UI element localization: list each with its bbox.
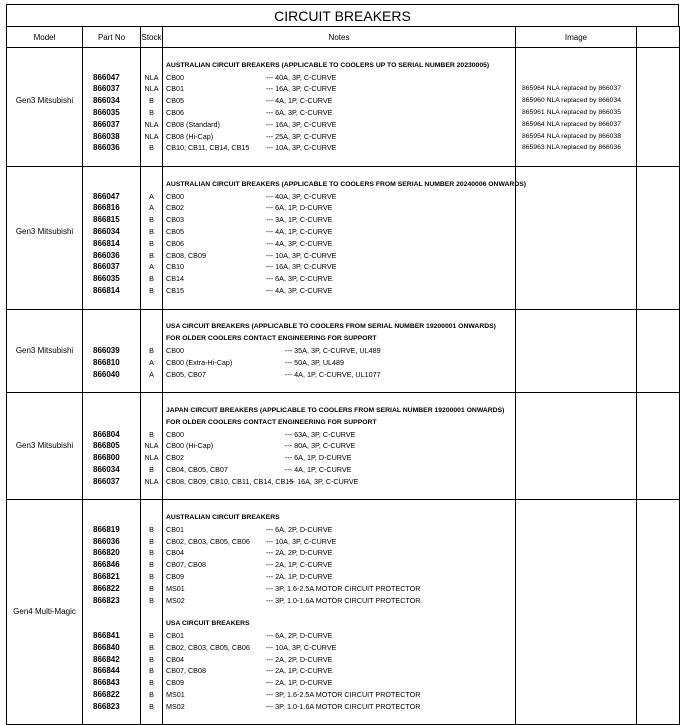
section-heading: AUSTRALIAN CIRCUIT BREAKERS: [166, 514, 280, 522]
stock-code: B: [149, 536, 154, 546]
part-number: 866036: [93, 250, 120, 260]
breaker-id: CB02: [166, 453, 184, 463]
stock-code: B: [149, 678, 154, 688]
breaker-id: CB05: [166, 226, 184, 236]
table-row: [7, 393, 680, 500]
breaker-note: [163, 476, 515, 488]
breaker-spec: --- 40A, 3P, C-CURVE: [266, 191, 337, 201]
part-number: 866819: [93, 524, 120, 534]
breaker-spec: --- 6A, 2P, D-CURVE: [266, 631, 333, 641]
stock-code: A: [149, 191, 154, 201]
part-number: 866034: [93, 226, 120, 236]
breaker-note: [163, 72, 515, 84]
image-note: [516, 642, 636, 654]
notes-cell: [163, 48, 516, 167]
section-heading: JAPAN CIRCUIT BREAKERS (APPLICABLE TO COOLERS FROM SERIAL NUMBER 19200001 ONWARDS): [166, 406, 505, 414]
stock-code: NLA: [144, 476, 159, 486]
model-name: Gen3 Mitsubishi: [15, 96, 74, 106]
breaker-spec: --- 16A, 3P, C-CURVE: [266, 119, 337, 129]
breaker-id: MS02: [166, 595, 185, 605]
breaker-note: [163, 214, 515, 226]
model-name: Gen3 Mitsubishi: [15, 226, 74, 236]
part-no-cell: [83, 48, 141, 167]
stock-code: B: [149, 654, 154, 664]
stock-cell: [141, 309, 163, 393]
header-image: Image: [516, 27, 637, 48]
breaker-id: CB14: [166, 274, 184, 284]
breaker-note: [163, 83, 515, 95]
breaker-spec: --- 6A, 1P, D-CURVE: [266, 203, 333, 213]
stock-code: B: [149, 666, 154, 676]
breaker-note: [163, 524, 515, 536]
part-number: 866040: [93, 369, 120, 379]
part-number: 866039: [93, 345, 120, 355]
breaker-id: CB00: [166, 429, 184, 439]
breaker-note: [163, 131, 515, 143]
breaker-note: [163, 452, 515, 464]
model-cell: [7, 500, 83, 725]
stock-code: B: [149, 215, 154, 225]
header-notes: Notes: [163, 27, 516, 48]
header-model: Model: [7, 27, 83, 48]
part-number: 866037: [93, 476, 120, 486]
stock-code: B: [149, 274, 154, 284]
breaker-spec: --- 2A, 2P, D-CURVE: [266, 654, 333, 664]
breaker-spec: --- 2A, 1P, D-CURVE: [266, 678, 333, 688]
stock-code: B: [149, 548, 154, 558]
breaker-id: CB02, CB03, CB05, CB06: [166, 536, 250, 546]
image-note: [516, 630, 636, 642]
breaker-id: CB08, CB09: [166, 250, 206, 260]
breaker-note: [163, 345, 515, 357]
model-cell: [7, 393, 83, 500]
stock-code: B: [149, 595, 154, 605]
breaker-id: CB00 (Extra-Hi-Cap): [166, 357, 233, 367]
breaker-spec: --- 6A, 3P, C-CURVE: [266, 274, 333, 284]
part-number: 866843: [93, 678, 120, 688]
stock-code: B: [149, 285, 154, 295]
stock-code: B: [149, 107, 154, 117]
part-number: 866047: [93, 191, 120, 201]
breaker-spec: --- 10A, 3P, C-CURVE: [266, 536, 337, 546]
image-note: 865960 NLA replaced by 866034: [522, 97, 622, 105]
image-note: [516, 476, 636, 488]
breaker-spec: --- 2A, 1P, C-CURVE: [266, 560, 333, 570]
breaker-note: [163, 583, 515, 595]
breaker-note: [163, 261, 515, 273]
image-note: 865963 NLA replaced by 866036: [522, 144, 622, 152]
image-cell: [516, 393, 637, 500]
stock-code: NLA: [144, 131, 159, 141]
section-heading: AUSTRALIAN CIRCUIT BREAKERS (APPLICABLE TO COOLERS UP TO SERIAL NUMBER 20230005): [166, 61, 490, 69]
image-note: [516, 536, 636, 548]
part-number: 866036: [93, 536, 120, 546]
breaker-note: [163, 642, 515, 654]
table-row: [7, 500, 680, 725]
breaker-spec: --- 40A, 3P, C-CURVE: [266, 72, 337, 82]
stock-code: B: [149, 429, 154, 439]
breaker-note: [163, 665, 515, 677]
stock-code: B: [149, 560, 154, 570]
part-number: 866035: [93, 107, 120, 117]
breaker-note: [163, 95, 515, 107]
breaker-note: [163, 273, 515, 285]
image-note: [516, 429, 636, 441]
part-number: 866816: [93, 203, 120, 213]
breaker-id: CB03: [166, 215, 184, 225]
breaker-id: CB05, CB07: [166, 369, 206, 379]
part-number: 866821: [93, 572, 120, 582]
breaker-spec: --- 10A, 3P, C-CURVE: [266, 143, 337, 153]
breaker-id: CB08, CB09, CB10, CB11, CB14, CB15: [166, 476, 294, 486]
section-heading: USA CIRCUIT BREAKERS (APPLICABLE TO COOLERS FROM SERIAL NUMBER 19200001 ONWARDS): [166, 323, 496, 331]
breaker-id: CB09: [166, 678, 184, 688]
model-name: Gen4 Multi-Magic: [13, 607, 76, 617]
breaker-id: CB00 (Hi-Cap): [166, 441, 214, 451]
breaker-id: CB01: [166, 84, 184, 94]
stock-code: B: [149, 583, 154, 593]
image-note: 865961 NLA replaced by 866035: [522, 108, 622, 116]
stock-code: NLA: [144, 119, 159, 129]
part-number: 866800: [93, 453, 120, 463]
breaker-note: [163, 536, 515, 548]
stock-code: B: [149, 524, 154, 534]
image-note: [516, 202, 636, 214]
stock-code: B: [149, 238, 154, 248]
image-cell: [516, 309, 637, 393]
part-no-cell: [83, 309, 141, 393]
breaker-note: [163, 440, 515, 452]
breaker-note: [163, 191, 515, 203]
stock-cell: [141, 166, 163, 309]
breaker-note: [163, 119, 515, 131]
blank-cell: [637, 500, 680, 725]
part-number: 866037: [93, 262, 120, 272]
breaker-id: CB06: [166, 238, 184, 248]
breaker-note: [163, 429, 515, 441]
breaker-id: CB10: [166, 262, 184, 272]
part-number: 866034: [93, 96, 120, 106]
breaker-note: [163, 571, 515, 583]
stock-code: A: [149, 203, 154, 213]
notes-cell: [163, 393, 516, 500]
model-cell: [7, 48, 83, 167]
breaker-spec: --- 2A, 1P, D-CURVE: [266, 572, 333, 582]
image-note: [516, 654, 636, 666]
breaker-id: CB02: [166, 203, 184, 213]
stock-code: B: [149, 701, 154, 711]
blank-cell: [637, 166, 680, 309]
table-row: [7, 48, 680, 167]
image-note: [516, 440, 636, 452]
breaker-note: [163, 142, 515, 154]
image-note: [516, 191, 636, 203]
breaker-spec: --- 3P, 1.0-1.6A MOTOR CIRCUIT PROTECTOR: [266, 701, 421, 711]
breaker-note: [163, 701, 515, 713]
model-cell: [7, 166, 83, 309]
image-note: [516, 357, 636, 369]
breaker-note: [163, 250, 515, 262]
breaker-spec: --- 4A, 1P, C-CURVE: [266, 226, 333, 236]
part-number: 866846: [93, 560, 120, 570]
breaker-id: MS01: [166, 583, 185, 593]
blank-cell: [637, 393, 680, 500]
header-stock: Stock: [141, 27, 163, 48]
stock-code: NLA: [144, 441, 159, 451]
image-note: [516, 452, 636, 464]
stock-code: NLA: [144, 72, 159, 82]
model-name: Gen3 Mitsubishi: [15, 441, 74, 451]
stock-code: B: [149, 572, 154, 582]
notes-cell: [163, 166, 527, 309]
breaker-id: CB01: [166, 631, 184, 641]
page-title: CIRCUIT BREAKERS: [6, 4, 679, 27]
image-note: [516, 285, 636, 297]
part-number: 866037: [93, 84, 120, 94]
header-row: [7, 27, 680, 48]
part-number: 866035: [93, 274, 120, 284]
part-no-cell: [83, 393, 141, 500]
part-no-cell: [83, 166, 141, 309]
breaker-id: CB00: [166, 191, 184, 201]
image-note: [516, 547, 636, 559]
image-note: [516, 559, 636, 571]
breaker-spec: --- 3P, 1.0-1.6A MOTOR CIRCUIT PROTECTOR: [266, 595, 421, 605]
blank-cell: [637, 48, 680, 167]
part-number: 866037: [93, 119, 120, 129]
breaker-spec: --- 4A, 1P, C-CURVE: [266, 96, 333, 106]
breaker-id: CB00: [166, 72, 184, 82]
breaker-spec: --- 4A, 1P, C-CURVE, UL1077: [285, 369, 381, 379]
breaker-id: CB09: [166, 572, 184, 582]
image-note: 865954 NLA replaced by 866038: [522, 132, 622, 140]
breaker-id: CB04: [166, 548, 184, 558]
part-number: 866840: [93, 642, 120, 652]
model-cell: [7, 309, 83, 393]
breaker-spec: --- 16A, 3P, C-CURVE: [288, 476, 359, 486]
part-number: 866841: [93, 631, 120, 641]
breaker-id: CB04: [166, 654, 184, 664]
breaker-spec: --- 3P, 1.6-2.5A MOTOR CIRCUIT PROTECTOR: [266, 690, 421, 700]
breaker-id: CB01: [166, 524, 184, 534]
breaker-note: [163, 630, 515, 642]
breaker-note: [163, 107, 515, 119]
section-heading: AUSTRALIAN CIRCUIT BREAKERS (APPLICABLE TO COOLERS FROM SERIAL NUMBER 20240006 ONWARDS): [166, 180, 527, 188]
stock-code: B: [149, 464, 154, 474]
part-number: 866814: [93, 238, 120, 248]
part-number: 866805: [93, 441, 120, 451]
image-note: [516, 464, 636, 476]
section-heading: FOR OLDER COOLERS CONTACT ENGINEERING FOR SUPPORT: [166, 418, 377, 426]
part-number: 866810: [93, 357, 120, 367]
breaker-spec: --- 25A, 3P, C-CURVE: [266, 131, 337, 141]
breaker-spec: --- 6A, 1P, D-CURVE: [285, 453, 352, 463]
image-note: [516, 273, 636, 285]
model-name: Gen3 Mitsubishi: [15, 345, 74, 355]
stock-code: B: [149, 250, 154, 260]
breaker-id: CB02, CB03, CB05, CB06: [166, 642, 250, 652]
stock-code: B: [149, 143, 154, 153]
image-note: [516, 261, 636, 273]
stock-code: B: [149, 345, 154, 355]
breaker-spec: --- 63A, 3P, C-CURVE: [285, 429, 356, 439]
stock-code: B: [149, 631, 154, 641]
table-row: [7, 166, 680, 309]
breaker-id: CB08 (Standard): [166, 119, 220, 129]
image-note: 865964 NLA replaced by 866037: [522, 85, 622, 93]
breaker-spec: --- 3P, 1.6-2.5A MOTOR CIRCUIT PROTECTOR: [266, 583, 421, 593]
breaker-spec: --- 16A, 3P, C-CURVE: [266, 84, 337, 94]
breaker-id: CB08 (Hi-Cap): [166, 131, 214, 141]
stock-code: B: [149, 226, 154, 236]
breaker-note: [163, 464, 515, 476]
breaker-note: [163, 369, 515, 381]
part-number: 866815: [93, 215, 120, 225]
breaker-spec: --- 80A, 3P, C-CURVE: [285, 441, 356, 451]
stock-code: A: [149, 357, 154, 367]
section-heading: FOR OLDER COOLERS CONTACT ENGINEERING FOR SUPPORT: [166, 335, 377, 343]
breaker-note: [163, 226, 515, 238]
part-number: 866844: [93, 666, 120, 676]
image-note: [516, 214, 636, 226]
part-number: 866823: [93, 701, 120, 711]
part-number: 866038: [93, 131, 120, 141]
stock-code: NLA: [144, 84, 159, 94]
breaker-note: [163, 654, 515, 666]
breaker-spec: --- 4A, 3P, C-CURVE: [266, 238, 333, 248]
breaker-note: [163, 357, 515, 369]
part-number: 866822: [93, 583, 120, 593]
breaker-spec: --- 10A, 3P, C-CURVE: [266, 642, 337, 652]
breaker-id: CB07, CB08: [166, 666, 206, 676]
image-cell: [516, 500, 637, 725]
header-part-no: Part No: [83, 27, 141, 48]
stock-code: B: [149, 642, 154, 652]
breaker-spec: --- 6A, 3P, C-CURVE: [266, 107, 333, 117]
circuit-breaker-table: [6, 26, 680, 725]
breaker-id: CB04, CB05, CB07: [166, 464, 228, 474]
breaker-note: [163, 677, 515, 689]
breaker-spec: --- 3A, 1P, C-CURVE: [266, 215, 333, 225]
image-cell: [516, 166, 637, 309]
breaker-id: CB07, CB08: [166, 560, 206, 570]
image-note: [516, 677, 636, 689]
image-note: [516, 665, 636, 677]
breaker-spec: --- 16A, 3P, C-CURVE: [266, 262, 337, 272]
breaker-note: [163, 285, 515, 297]
breaker-id: CB15: [166, 285, 184, 295]
part-no-cell: [83, 500, 141, 725]
breaker-spec: --- 35A, 3P, C-CURVE, UL489: [285, 345, 381, 355]
image-note: [516, 524, 636, 536]
stock-cell: [141, 500, 163, 725]
stock-code: A: [149, 262, 154, 272]
breaker-id: CB00: [166, 345, 184, 355]
table-row: [7, 309, 680, 393]
part-number: 866047: [93, 72, 120, 82]
stock-code: B: [149, 690, 154, 700]
breaker-note: [163, 559, 515, 571]
part-number: 866820: [93, 548, 120, 558]
breaker-spec: --- 50A, 3P, UL489: [285, 357, 344, 367]
breaker-note: [163, 595, 515, 607]
section-heading: USA CIRCUIT BREAKERS: [166, 620, 250, 628]
breaker-spec: --- 10A, 3P, C-CURVE: [266, 250, 337, 260]
image-note: [516, 226, 636, 238]
image-note: [516, 238, 636, 250]
notes-cell: [163, 500, 516, 725]
breaker-id: CB05: [166, 96, 184, 106]
breaker-spec: --- 2A, 2P, D-CURVE: [266, 548, 333, 558]
breaker-spec: --- 4A, 3P, C-CURVE: [266, 285, 333, 295]
breaker-note: [163, 202, 515, 214]
stock-cell: [141, 48, 163, 167]
image-note: 865964 NLA replaced by 866037: [522, 120, 622, 128]
image-note: [516, 595, 636, 607]
header-blank: [637, 27, 680, 48]
part-number: 866814: [93, 285, 120, 295]
stock-code: NLA: [144, 453, 159, 463]
image-note: [516, 571, 636, 583]
part-number: 866822: [93, 690, 120, 700]
blank-cell: [637, 309, 680, 393]
image-note: [516, 701, 636, 713]
breaker-id: CB10, CB11, CB14, CB15: [166, 143, 250, 153]
breaker-id: CB06: [166, 107, 184, 117]
part-number: 866804: [93, 429, 120, 439]
breaker-id: MS02: [166, 701, 185, 711]
image-note: [516, 250, 636, 262]
breaker-id: MS01: [166, 690, 185, 700]
breaker-spec: --- 2A, 1P, C-CURVE: [266, 666, 333, 676]
breaker-spec: --- 4A, 1P, C-CURVE: [285, 464, 352, 474]
breaker-spec: --- 6A, 2P, D-CURVE: [266, 524, 333, 534]
part-number: 866036: [93, 143, 120, 153]
notes-cell: [163, 309, 516, 393]
stock-code: A: [149, 369, 154, 379]
part-number: 866842: [93, 654, 120, 664]
breaker-note: [163, 547, 515, 559]
image-note: [516, 72, 636, 84]
image-note: [516, 345, 636, 357]
image-cell: [516, 48, 637, 167]
image-note: [516, 583, 636, 595]
image-note: [516, 369, 636, 381]
part-number: 866823: [93, 595, 120, 605]
breaker-note: [163, 238, 515, 250]
stock-code: B: [149, 96, 154, 106]
stock-cell: [141, 393, 163, 500]
part-number: 866034: [93, 464, 120, 474]
